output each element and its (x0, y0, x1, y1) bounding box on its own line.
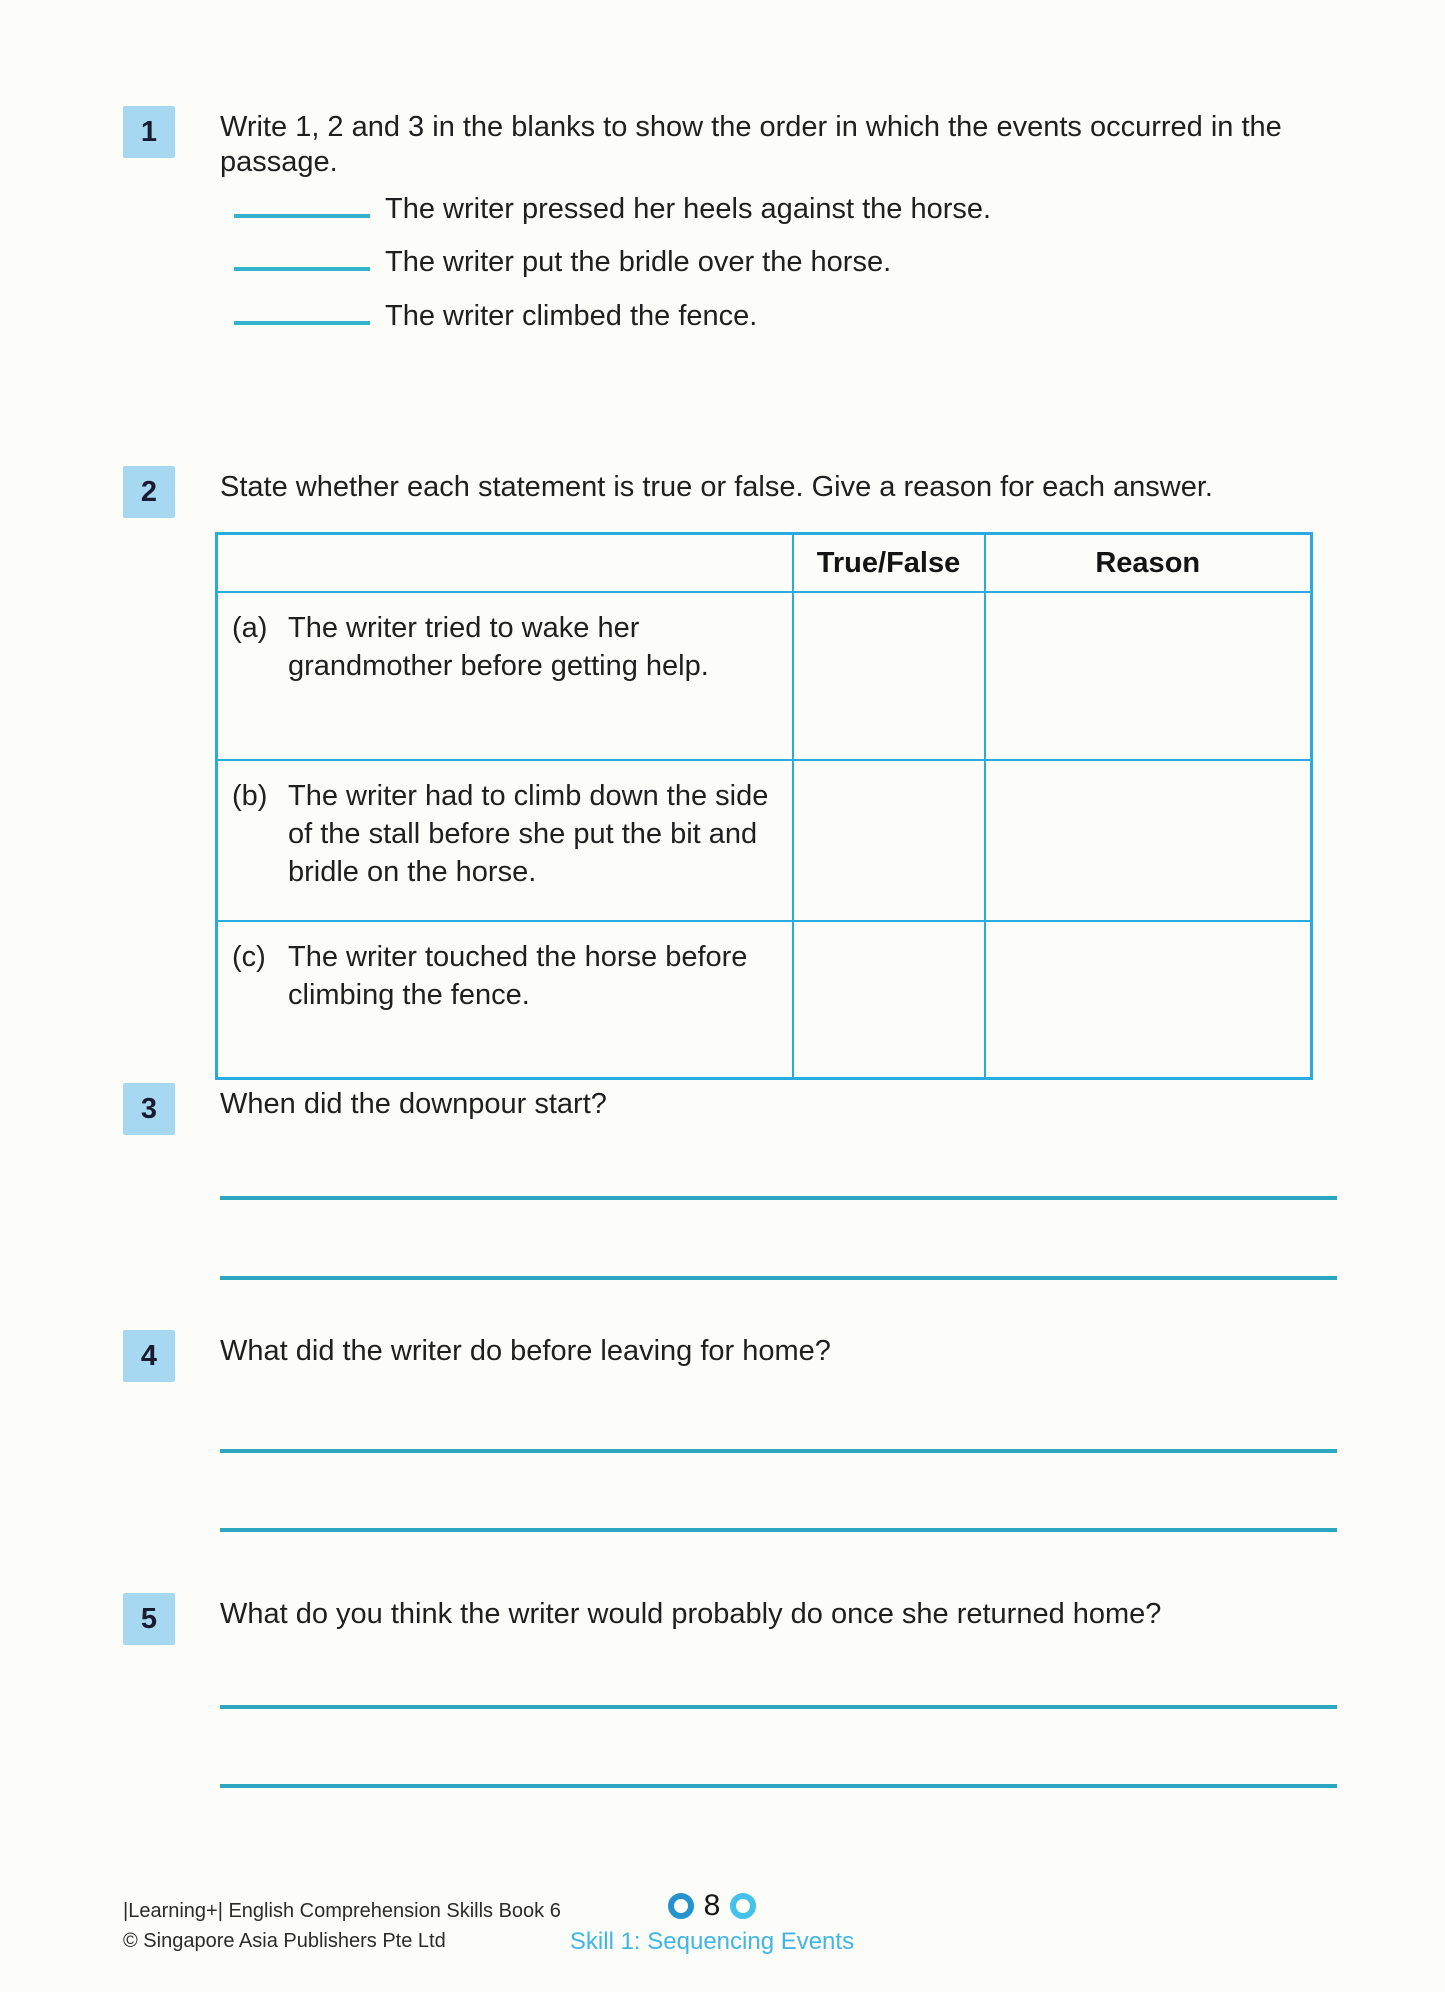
table-row (217, 760, 1312, 921)
answer-line-q4-2[interactable] (220, 1528, 1337, 1532)
sequence-item-1-text: The writer pressed her heels against the horse. (385, 193, 992, 225)
reason-cell-b[interactable] (985, 760, 1312, 921)
true-false-header: True/False (793, 534, 985, 593)
true-false-cell-a[interactable] (793, 592, 985, 760)
footer-copyright: © Singapore Asia Publishers Pte Ltd (123, 1930, 446, 1952)
table-header-row (217, 534, 1312, 593)
statement-c (217, 921, 793, 1079)
answer-line-q3-2[interactable] (220, 1276, 1337, 1280)
true-false-cell-c[interactable] (793, 921, 985, 1079)
question-2-number-badge: 2 (123, 466, 175, 518)
question-3 (123, 1083, 1345, 1135)
true-false-cell-b[interactable] (793, 760, 985, 921)
answer-line-q5-2[interactable] (220, 1784, 1337, 1788)
footer-page-block (562, 1888, 862, 1956)
statement-header-cell (217, 534, 793, 593)
statement-b (217, 760, 793, 921)
footer-book-title: |Learning+| English Comprehension Skills Book 6 (123, 1900, 561, 1922)
sequence-item-2-text: The writer put the bridle over the horse. (385, 246, 892, 278)
footer-publisher-block (123, 1896, 561, 1956)
statement-c-label: (c) (232, 941, 266, 973)
question-3-number-badge: 3 (123, 1083, 175, 1135)
table-row (217, 592, 1312, 760)
statement-b-text: The writer had to climb down the side of the stall before she put the bit and bridle on the horse. (288, 780, 769, 888)
question-1-number-badge: 1 (123, 106, 175, 158)
question-1 (123, 106, 1345, 180)
sequence-item-2 (234, 243, 891, 279)
answer-line-q5-1[interactable] (220, 1705, 1337, 1709)
question-5-number-badge: 5 (123, 1593, 175, 1645)
statement-a (217, 592, 793, 760)
question-5 (123, 1593, 1345, 1645)
sequence-item-3 (234, 297, 757, 333)
question-1-text: Write 1, 2 and 3 in the blanks to show the order in which the events occurred in the passage. (220, 111, 1282, 178)
statement-a-text: The writer tried to wake her grandmother before getting help. (288, 612, 709, 682)
true-false-table (215, 532, 1313, 1080)
answer-line-q3-1[interactable] (220, 1196, 1337, 1200)
question-4-number-badge: 4 (123, 1330, 175, 1382)
sequence-item-1 (234, 190, 991, 226)
statement-c-text: The writer touched the horse before climbing the fence. (288, 941, 748, 1011)
statement-a-label: (a) (232, 612, 268, 644)
question-2-text: State whether each statement is true or false. Give a reason for each answer. (220, 471, 1213, 503)
table-row (217, 921, 1312, 1079)
reason-header: Reason (985, 534, 1312, 593)
footer-section-label: Skill 1: Sequencing Events (569, 1928, 855, 1955)
reason-cell-c[interactable] (985, 921, 1312, 1079)
question-4 (123, 1330, 1345, 1382)
question-4-text: What did the writer do before leaving for home? (220, 1335, 831, 1367)
question-2 (123, 466, 1345, 518)
page-number: 8 (703, 1889, 721, 1922)
question-3-text: When did the downpour start? (220, 1088, 607, 1120)
reason-cell-a[interactable] (985, 592, 1312, 760)
page-number-right-ring-icon (730, 1893, 756, 1919)
page-number-left-ring-icon (668, 1893, 694, 1919)
sequence-item-3-text: The writer climbed the fence. (385, 300, 758, 332)
statement-b-label: (b) (232, 780, 268, 812)
question-5-text: What do you think the writer would probably do once she returned home? (220, 1598, 1162, 1630)
answer-line-q4-1[interactable] (220, 1449, 1337, 1453)
sequence-blank-1[interactable] (234, 190, 370, 218)
sequence-blank-3[interactable] (234, 297, 370, 325)
sequence-blank-2[interactable] (234, 243, 370, 271)
